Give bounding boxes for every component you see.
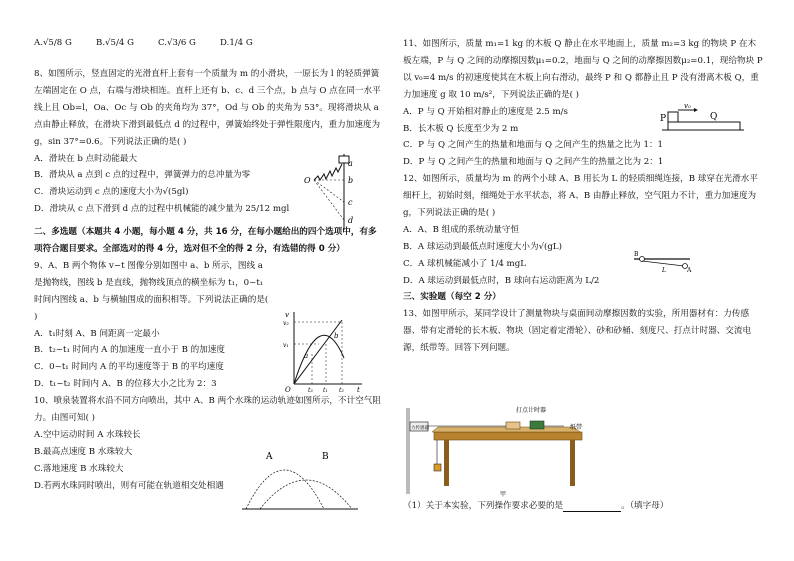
q11-option-d: D．P 与 Q 之间产生的热量和地面与 Q 之间产生的热量之比为 2：1	[403, 157, 664, 168]
q13-sub1-text: （1）关于本实验，下列操作要求必要的是	[403, 501, 564, 512]
q9-label-t2: t₂	[339, 387, 344, 394]
q10-stem: 10、喷泉装置将水沿不同方向喷出，其中 A、B 两个水珠的运动轨迹如图所示，不计空气阻力。由图可知( )	[34, 396, 381, 423]
section3-title: 三、实验题（每空 2 分）	[403, 292, 501, 303]
q12-label-a: A	[687, 267, 692, 274]
q12-rod-figure	[632, 250, 692, 274]
q9-label-b: b	[334, 332, 339, 340]
q7-option-d: D.1/4 G	[220, 38, 253, 49]
right-column	[403, 36, 763, 357]
q13-table-leg-right	[570, 440, 575, 486]
q9-label-v: v	[285, 311, 289, 319]
q9-line-b	[294, 320, 342, 384]
q8-option-b: B．滑块从 a 点到 c 点的过程中，弹簧弹力的总冲量为零	[34, 170, 251, 181]
q8-label-b: b	[348, 176, 354, 185]
q11-label-p: P	[660, 114, 667, 124]
q9-label-v2: v₂	[283, 320, 289, 327]
q8-option-c: C．滑块运动到 c 点的速度大小为√(5gl)	[34, 187, 189, 198]
q11-board-q	[668, 122, 740, 130]
q9-stem: 9、A、B 两个物体 v−t 图像分别如图中 a、b 所示，图线 a 是抛物线，图线 b 是直线，抛物线顶点的横坐标为 t₁，0~t₁ 时间内图线 a、b 与横轴围成的面积相等。下列说法正确的是( )	[34, 260, 269, 322]
q13-sub1-end: 。（填字母）	[621, 501, 669, 512]
q7-option-b: B.√5/4 G	[96, 38, 134, 49]
q13-apparatus-figure	[404, 402, 602, 498]
q10-label-a: A	[266, 452, 273, 462]
q9-option-a: A．t₁时刻 A、B 间距离一定最小	[34, 328, 160, 339]
q13	[403, 306, 763, 357]
q10-option-d: D.若两水珠同时喷出，则有可能在轨道相交处相遇	[34, 480, 224, 491]
q11-block-board-figure	[660, 104, 746, 134]
q13-label-tape: 纸带	[570, 424, 583, 431]
left-column	[34, 36, 384, 494]
q7-option-c: C.√3/6 G	[158, 38, 196, 49]
q9-label-t1: t₁	[323, 387, 328, 394]
q13-subquestion-1	[403, 502, 668, 512]
q12-ball-b	[640, 257, 645, 262]
q13-label-figure: 甲	[500, 491, 507, 498]
q8-figure	[300, 150, 360, 232]
q10-option-a: A.空中运动时间 A 水珠较长	[34, 429, 141, 440]
q7-options	[34, 36, 384, 52]
q13-label-timer: 打点计时器	[516, 407, 547, 414]
q11-stem: 11、如图所示，质量 m₁=1 kg 的木板 Q 静止在水平地面上，质量 m₂=3 kg 的物块 P 在木板左端，P 与 Q 之间的动摩擦因数μ₁=0.2，地面与 Q 之间的动摩擦因数μ₂=0.1，现给物块 P 以 v₀=4 m/s 的初速度使其在木板上向右滑动，最终 P 和 Q 都静止且 P 没有滑离木板 Q，重力加速度 g 取 10 m/s²，下列说法正确的是( )	[403, 39, 763, 100]
q13-answer-blank[interactable]	[563, 502, 621, 512]
q13-stem: 13、如图甲所示，某同学设计了测量物块与桌面间动摩擦因数的实验，所用器材有：力传感器、带有定滑轮的长木板、物块（固定着定滑轮）、砂和砂桶、刻度尺、打点计时器、交流电源，纸带等。回答下列问题。	[403, 309, 752, 354]
q8-spring	[314, 164, 342, 180]
q10-option-b: B.最高点速度 B 水珠较大	[34, 446, 133, 457]
q12	[403, 171, 763, 289]
q11-label-q: Q	[710, 112, 718, 122]
q11-option-c: C．P 与 Q 之间产生的热量和地面与 Q 之间产生的热量之比为 1：1	[403, 140, 664, 151]
q13-sand-bucket	[434, 464, 441, 471]
q7-option-a: A.√5/8 G	[34, 38, 72, 49]
q11-option-a: A．P 与 Q 开始相对静止的速度是 2.5 m/s	[403, 106, 568, 117]
q11-label-v0: v₀	[684, 104, 691, 110]
q13-timer	[530, 421, 544, 429]
q13-label-force-sensor: 力传感器	[411, 426, 429, 431]
q13-table-leg-left	[444, 440, 449, 486]
q8-label-a: a	[348, 159, 353, 168]
q8-option-d: D．滑块从 c 点下滑到 d 点的过程中机械能的减少量为 25/12 mgl	[34, 204, 290, 215]
q10-trajectory-a	[246, 470, 324, 509]
q9-option-c: C．0~t₁ 时间内 A 的平均速度等于 B 的平均速度	[34, 362, 224, 373]
q8-option-a: A．滑块在 b 点时动能最大	[34, 153, 138, 164]
q11-block-p	[668, 112, 678, 122]
q8-label-o: O	[304, 176, 311, 185]
q13-block	[506, 422, 520, 429]
q8-label-d: d	[348, 216, 354, 225]
q9-option-b: B．t₂~t₁ 时间内 A 的加速度一直小于 B 的加速度	[34, 345, 225, 356]
q9-option-d: D．t₁~t₂ 时间内 A、B 的位移大小之比为 2：3	[34, 379, 217, 390]
q12-option-b: B．A 球运动到最低点时速度大小为√(gL)	[403, 241, 562, 252]
q13-wall	[406, 408, 410, 494]
q11-option-b: B．长木板 Q 长度至少为 2 m	[403, 123, 519, 134]
q12-option-a: A．A、B 组成的系统动量守恒	[403, 224, 519, 235]
q8-line-od	[314, 180, 344, 220]
q8-stem: 8、如图所示，竖直固定的光滑直杆上套有一个质量为 m 的小滑块，一原长为 l 的轻质弹簧左端固定在 O 点，右端与滑块相连。直杆上还有 b、c、d 三个点，b 点与 O 点在同一水平线上且 Ob=l，Oa、Oc 与 Ob 的夹角均为 37°，Od 与 Ob 的夹角为 53°。现将滑块从 a 点由静止释放，在滑块下滑到最低点 d 的过程中，弹簧始终处于弹性限度内，重力加速度为 g，sin 37°=0.6。下列说法正确的是( )	[34, 69, 381, 147]
q9-label-a: a	[304, 352, 309, 360]
q9-label-t3: t₃	[308, 387, 313, 394]
q9-vt-graph	[282, 308, 366, 394]
q10-trajectory-figure	[240, 445, 360, 515]
q8-label-c: c	[348, 198, 353, 207]
q9-label-v1: v₁	[283, 342, 289, 349]
q12-label-l: L	[662, 267, 666, 274]
q13-table-top	[434, 432, 582, 440]
q12-stem: 12、如图所示，质量均为 m 的两个小球 A、B 用长为 L 的轻质细绳连接，B 球穿在光滑水平细杆上，初始时刻，细绳处于水平状态，将 A、B 由静止释放，空气阻力不计，重力加速度为 g，下列说法正确的是( )	[403, 174, 758, 218]
section2-title: 二、多选题（本题共 4 小题，每小题 4 分，共 16 分，在每小题给出的四个选项中，有多项符合题目要求。全部选对的得 4 分，选对但不全的得 2 分，有选错的得 0 分）	[34, 227, 377, 254]
q10-option-c: C.落地速度 B 水珠较大	[34, 463, 124, 474]
q9-curve-a	[294, 335, 344, 384]
q9-label-o: O	[285, 386, 291, 394]
q11-arrow-head	[694, 108, 698, 112]
q12-option-d: D．A 球运动到最低点时，B 球向右运动距离为 L/2	[403, 275, 600, 286]
q12-option-c: C．A 球机械能减小了 1/4 mgL	[403, 258, 526, 269]
q9-label-t: t	[357, 386, 360, 394]
q12-label-b: B	[634, 251, 639, 258]
q8-line-oc	[314, 180, 344, 202]
q10-trajectory-b	[260, 480, 352, 509]
q10-label-b: B	[322, 452, 329, 462]
q12-string	[642, 261, 684, 266]
